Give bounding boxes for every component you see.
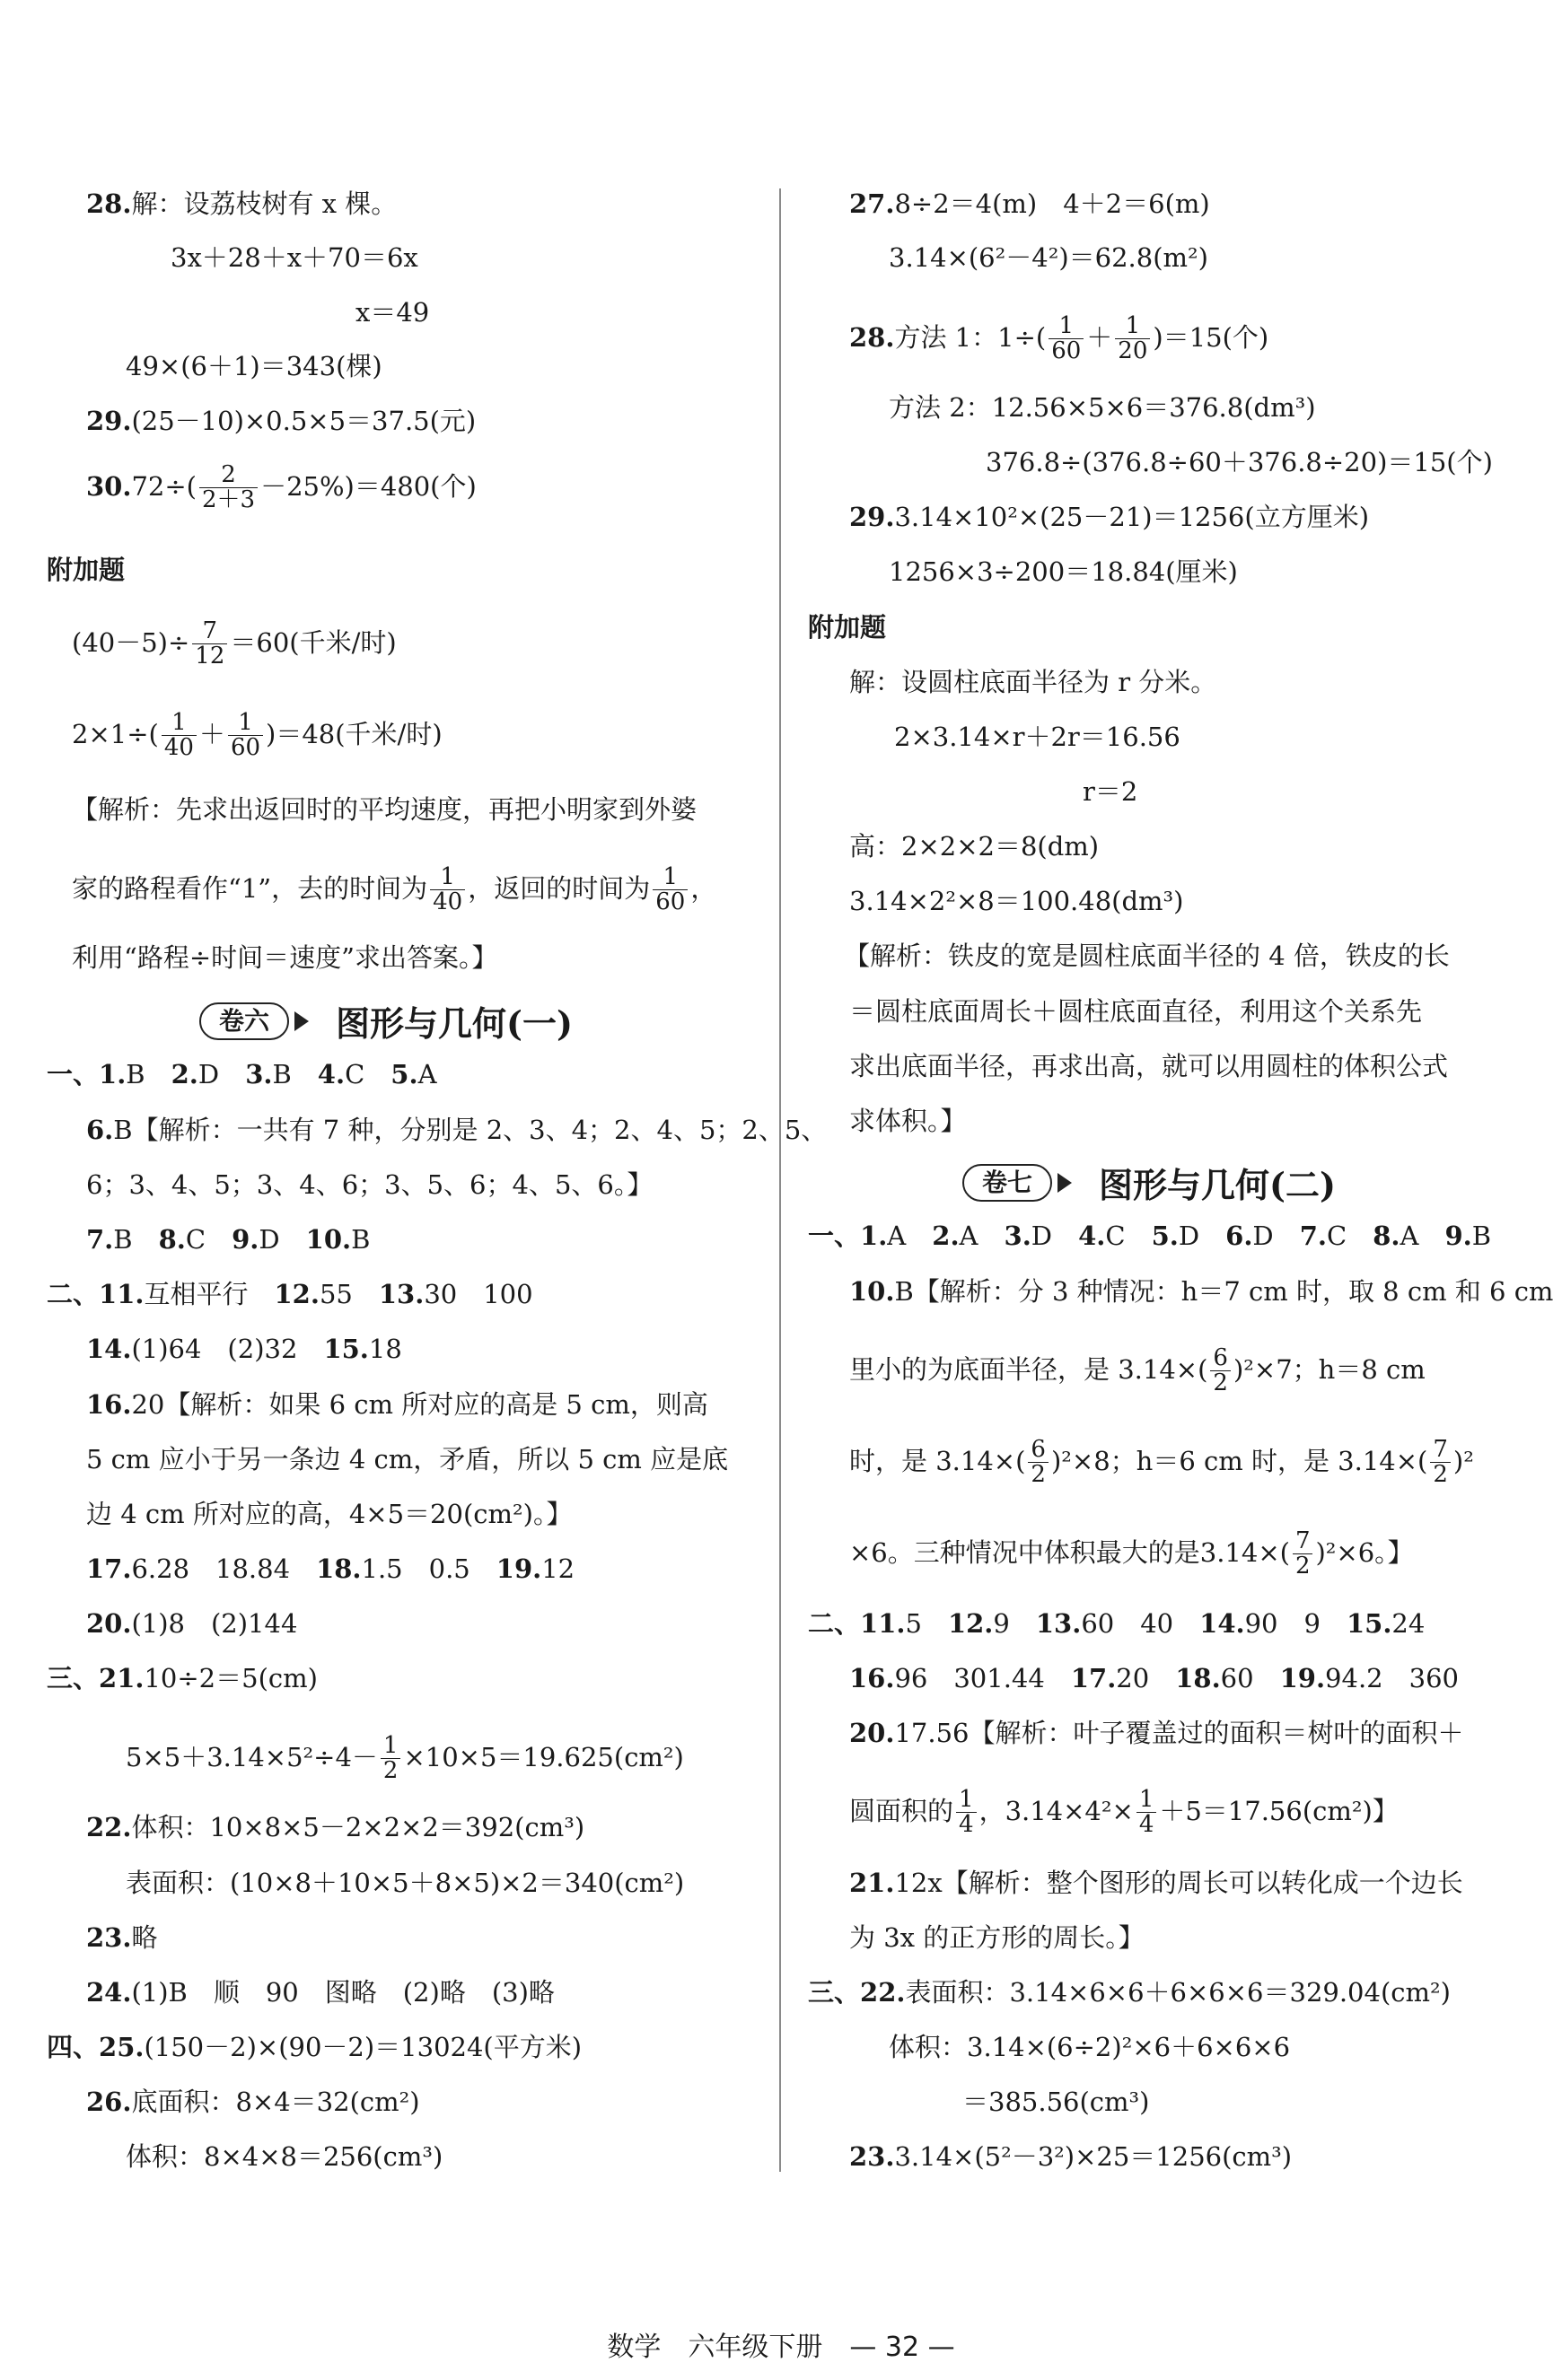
q28-line2: 3x＋28＋x＋70＝6x [171, 242, 418, 273]
arrow-icon [1057, 1173, 1072, 1193]
r-q22-line3: ＝385.56(cm³) [962, 2087, 1150, 2117]
r-part1-answers: 一、1.A 2.A 3.D 4.C 5.D 6.D 7.C 8.A 9.B [808, 1221, 1492, 1251]
q28-line4: 49×(6＋1)＝343(棵) [126, 351, 382, 381]
fraction: $\frac{1}{60}$ [653, 865, 688, 915]
extra-analysis-2: 家的路程看作“1”，去的时间为 $\frac{1}{40}$ ，返回的时间为 $\frac{1}{60}$ ， [72, 863, 717, 916]
fraction: $\frac{7}{12}$ [192, 619, 227, 669]
q6-line2: 6；3、4、5；3、4、6；3、5、6；4、5、6。】 [86, 1169, 654, 1200]
q22-line2: 表面积：(10×8＋10×5＋8×5)×2＝340(cm²) [126, 1868, 685, 1898]
q21-line2: 5×5＋3.14×5²÷4－ $\frac{1}{2}$ ×10×5＝19.625(cm²) [126, 1732, 684, 1785]
fraction: $\frac{1}{40}$ [430, 865, 465, 915]
r-extra-d: 高：2×2×2＝8(dm) [849, 831, 1100, 862]
r-extra-e: 3.14×2²×8＝100.48(dm³) [849, 886, 1184, 916]
r-q28-line1: 28.方法 1：1÷( $\frac{1}{60}$ ＋ $\frac{1}{20}$ )＝15(个) [849, 312, 1269, 365]
r-part3-q22-line1: 三、22.表面积：3.14×6×6＋6×6×6＝329.04(cm²) [808, 1977, 1451, 2008]
section-title: 图形与几何(一) [336, 1003, 573, 1044]
q22-line1: 22.体积：10×8×5－2×2×2＝392(cm³) [86, 1812, 585, 1842]
section-label: 卷六 [199, 1002, 289, 1040]
extra-line1: (40－5)÷ $\frac{7}{12}$ ＝60(千米/时) [72, 617, 397, 670]
part2-line: 二、11.互相平行 12.55 13.30 100 [47, 1279, 533, 1309]
r-q28-line3: 376.8÷(376.8÷60＋376.8÷20)＝15(个) [986, 447, 1493, 477]
q14-15-line: 14.(1)64 (2)32 15.18 [86, 1334, 402, 1364]
r-extra-analysis-4: 求体积。】 [849, 1106, 967, 1136]
q24-line: 24.(1)B 顺 90 图略 (2)略 (3)略 [86, 1977, 555, 2008]
q30-line: 30.72÷( $\frac{2}{2+3}$ －25%)＝480(个) [86, 461, 477, 514]
fraction: $\frac{1}{2}$ [381, 1734, 401, 1784]
r-q22-line2: 体积：3.14×(6÷2)²×6＋6×6×6 [889, 2032, 1291, 2062]
r-q23-line: 23.3.14×(5²－3²)×25＝1256(cm³) [849, 2141, 1293, 2172]
fraction: $\frac{6}{2}$ [1210, 1346, 1231, 1396]
section-header-7 [962, 1158, 1336, 1207]
section-header-6 [199, 996, 573, 1046]
r-q27-line1: 27.8÷2＝4(m) 4＋2＝6(m) [849, 188, 1210, 219]
r-q10-line1: 10.B【解析：分 3 种情况：h＝7 cm 时，取 8 cm 和 6 cm [849, 1276, 1554, 1307]
q29-line: 29.(25－10)×0.5×5＝37.5(元) [86, 406, 477, 436]
fraction: $\frac{1}{40}$ [162, 711, 197, 761]
fraction: $\frac{7}{2}$ [1293, 1529, 1313, 1579]
r-extra-analysis-2: ＝圆柱底面周长＋圆柱底面直径，利用这个关系先 [849, 996, 1423, 1027]
extra-title-right: 附加题 [808, 612, 887, 643]
fraction: $\frac{1}{60}$ [1049, 314, 1084, 364]
r-q21-line1: 21.12x【解析：整个图形的周长可以转化成一个边长 [849, 1868, 1463, 1898]
fraction: $\frac{2}{2+3}$ [199, 463, 258, 513]
q23-line: 23.略 [86, 1922, 158, 1953]
q16-line2: 5 cm 应小于另一条边 4 cm，矛盾，所以 5 cm 应是底 [86, 1444, 729, 1474]
q20-line: 20.(1)8 (2)144 [86, 1608, 298, 1639]
q16-line1: 16.20【解析：如果 6 cm 所对应的高是 5 cm，则高 [86, 1389, 708, 1420]
r-q27-line2: 3.14×(6²－4²)＝62.8(m²) [889, 242, 1208, 273]
r-q20-line1: 20.17.56【解析：叶子覆盖过的面积＝树叶的面积＋ [849, 1718, 1464, 1748]
r-q29-line1: 29.3.14×10²×(25－21)＝1256(立方厘米) [849, 502, 1370, 532]
r-q16-19-line: 16.96 301.44 17.20 18.60 19.94.2 360 [849, 1663, 1459, 1693]
q7-10-answers: 7.B 8.C 9.D 10.B [86, 1224, 371, 1255]
r-extra-analysis-1: 【解析：铁皮的宽是圆柱底面半径的 4 倍，铁皮的长 [844, 941, 1450, 971]
r-q10-line2: 里小的为底面半径，是 3.14×( $\frac{6}{2}$ )²×7；h＝8 cm [849, 1344, 1426, 1397]
part1-answers: 一、1.B 2.D 3.B 4.C 5.A [47, 1059, 437, 1089]
r-q10-line4: ×6。三种情况中体积最大的是3.14×( $\frac{7}{2}$ )²×6。】 [849, 1527, 1414, 1580]
extra-line2: 2×1÷( $\frac{1}{40}$ ＋ $\frac{1}{60}$ )＝48(千米/时) [72, 709, 443, 762]
r-extra-c: r＝2 [1083, 776, 1138, 807]
arrow-icon [294, 1011, 309, 1031]
r-extra-a: 解：设圆柱底面半径为 r 分米。 [849, 667, 1217, 697]
fraction: $\frac{7}{2}$ [1430, 1438, 1451, 1488]
part4-q25-line: 四、25.(150－2)×(90－2)＝13024(平方米) [47, 2032, 583, 2062]
fraction: $\frac{1}{20}$ [1115, 314, 1150, 364]
section-label: 卷七 [962, 1164, 1052, 1202]
r-q10-line3: 时，是 3.14×( $\frac{6}{2}$ )²×8；h＝6 cm 时，是 3.14×( $\frac{7}{2}$ )² [849, 1436, 1474, 1489]
page-footer: 数学 六年级下册 — 32 — [607, 2332, 955, 2363]
section-title: 图形与几何(二) [1099, 1165, 1336, 1205]
fraction: $\frac{1}{4}$ [1136, 1788, 1157, 1838]
r-extra-b: 2×3.14×r＋2r＝16.56 [894, 722, 1180, 752]
q6-line1: 6.B【解析：一共有 7 种，分别是 2、3、4；2、4、5；2、5、 [86, 1115, 828, 1145]
q17-19-line: 17.6.28 18.84 18.1.5 0.5 19.12 [86, 1553, 575, 1584]
part3-q21-line1: 三、21.10÷2＝5(cm) [47, 1663, 318, 1693]
fraction: $\frac{1}{4}$ [956, 1788, 977, 1838]
extra-analysis-1: 【解析：先求出返回时的平均速度，再把小明家到外婆 [72, 794, 698, 825]
q16-line3: 边 4 cm 所对应的高，4×5＝20(cm²)。】 [86, 1499, 573, 1529]
r-extra-analysis-3: 求出底面半径，再求出高，就可以用圆柱的体积公式 [849, 1051, 1449, 1081]
extra-title-left: 附加题 [47, 555, 126, 585]
fraction: $\frac{6}{2}$ [1028, 1438, 1049, 1488]
fraction: $\frac{1}{60}$ [228, 711, 263, 761]
r-q20-line2: 圆面积的 $\frac{1}{4}$ ，3.14×4²× $\frac{1}{4}$ ＋5＝17.56(cm²)】 [849, 1786, 1399, 1839]
extra-analysis-3: 利用“路程÷时间＝速度”求出答案。】 [72, 942, 498, 973]
r-q28-line2: 方法 2：12.56×5×6＝376.8(dm³) [889, 392, 1316, 423]
q26-line1: 26.底面积：8×4＝32(cm²) [86, 2087, 420, 2117]
q28-line1: 28.解：设荔枝树有 x 棵。 [86, 188, 398, 219]
r-part2-line: 二、11.5 12.9 13.60 40 14.90 9 15.24 [808, 1608, 1426, 1639]
column-divider [779, 188, 781, 2172]
q28-line3: x＝49 [355, 297, 430, 328]
q26-line2: 体积：8×4×8＝256(cm³) [126, 2141, 443, 2172]
r-q29-line2: 1256×3÷200＝18.84(厘米) [889, 556, 1238, 587]
r-q21-line2: 为 3x 的正方形的周长。】 [849, 1922, 1145, 1953]
